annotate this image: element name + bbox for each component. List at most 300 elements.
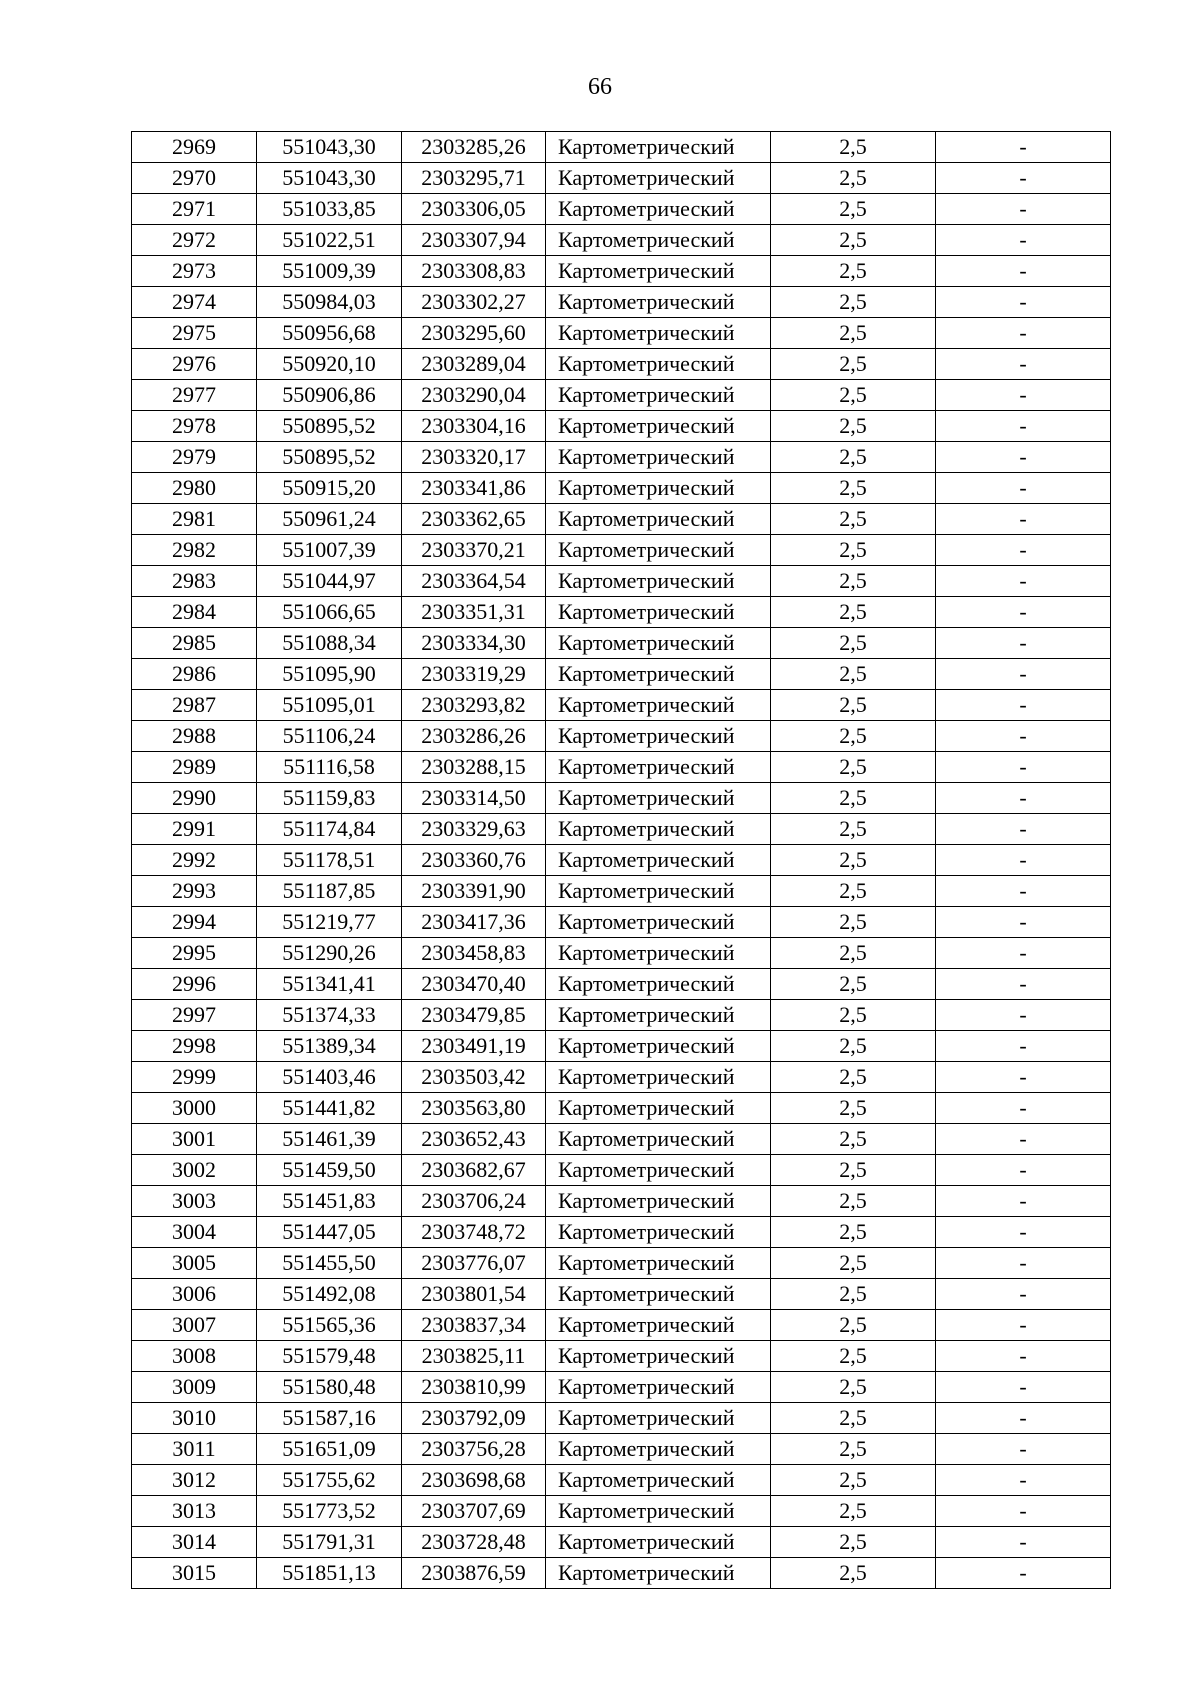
table-row (132, 752, 1111, 783)
method-cell: Картометрический (546, 1372, 771, 1403)
point-number-cell: 2975 (132, 318, 257, 349)
note-cell: - (936, 535, 1111, 566)
method-cell: Картометрический (546, 1558, 771, 1589)
y-coordinate-cell: 2303810,99 (402, 1372, 546, 1403)
note-cell: - (936, 1124, 1111, 1155)
y-coordinate-cell: 2303319,29 (402, 659, 546, 690)
accuracy-cell: 2,5 (771, 411, 936, 442)
note-cell: - (936, 845, 1111, 876)
point-number-cell: 3011 (132, 1434, 257, 1465)
y-coordinate-cell: 2303351,31 (402, 597, 546, 628)
point-number-cell: 2969 (132, 132, 257, 163)
method-cell: Картометрический (546, 566, 771, 597)
point-number-cell: 2979 (132, 442, 257, 473)
method-cell: Картометрический (546, 504, 771, 535)
method-cell: Картометрический (546, 690, 771, 721)
table-row (132, 1155, 1111, 1186)
accuracy-cell: 2,5 (771, 1279, 936, 1310)
point-number-cell: 2982 (132, 535, 257, 566)
x-coordinate-cell: 551579,48 (257, 1341, 402, 1372)
y-coordinate-cell: 2303825,11 (402, 1341, 546, 1372)
method-cell: Картометрический (546, 225, 771, 256)
coordinates-table-body (132, 132, 1111, 1589)
point-number-cell: 2973 (132, 256, 257, 287)
table-row (132, 1372, 1111, 1403)
x-coordinate-cell: 551043,30 (257, 132, 402, 163)
y-coordinate-cell: 2303391,90 (402, 876, 546, 907)
table-row (132, 1217, 1111, 1248)
x-coordinate-cell: 551451,83 (257, 1186, 402, 1217)
x-coordinate-cell: 551461,39 (257, 1124, 402, 1155)
x-coordinate-cell: 551044,97 (257, 566, 402, 597)
accuracy-cell: 2,5 (771, 1372, 936, 1403)
method-cell: Картометрический (546, 1000, 771, 1031)
accuracy-cell: 2,5 (771, 225, 936, 256)
y-coordinate-cell: 2303290,04 (402, 380, 546, 411)
note-cell: - (936, 1093, 1111, 1124)
method-cell: Картометрический (546, 1403, 771, 1434)
method-cell: Картометрический (546, 628, 771, 659)
table-row (132, 1248, 1111, 1279)
accuracy-cell: 2,5 (771, 504, 936, 535)
method-cell: Картометрический (546, 287, 771, 318)
point-number-cell: 3007 (132, 1310, 257, 1341)
y-coordinate-cell: 2303706,24 (402, 1186, 546, 1217)
point-number-cell: 2993 (132, 876, 257, 907)
method-cell: Картометрический (546, 163, 771, 194)
x-coordinate-cell: 551389,34 (257, 1031, 402, 1062)
accuracy-cell: 2,5 (771, 721, 936, 752)
y-coordinate-cell: 2303295,60 (402, 318, 546, 349)
x-coordinate-cell: 551651,09 (257, 1434, 402, 1465)
table-row (132, 1124, 1111, 1155)
x-coordinate-cell: 551159,83 (257, 783, 402, 814)
x-coordinate-cell: 550920,10 (257, 349, 402, 380)
accuracy-cell: 2,5 (771, 938, 936, 969)
point-number-cell: 2971 (132, 194, 257, 225)
x-coordinate-cell: 551290,26 (257, 938, 402, 969)
method-cell: Картометрический (546, 256, 771, 287)
accuracy-cell: 2,5 (771, 1403, 936, 1434)
note-cell: - (936, 1496, 1111, 1527)
note-cell: - (936, 659, 1111, 690)
point-number-cell: 3003 (132, 1186, 257, 1217)
accuracy-cell: 2,5 (771, 659, 936, 690)
note-cell: - (936, 1217, 1111, 1248)
method-cell: Картометрический (546, 318, 771, 349)
x-coordinate-cell: 551791,31 (257, 1527, 402, 1558)
table-row (132, 628, 1111, 659)
y-coordinate-cell: 2303320,17 (402, 442, 546, 473)
method-cell: Картометрический (546, 473, 771, 504)
note-cell: - (936, 163, 1111, 194)
page-number: 66 (588, 74, 612, 100)
table-row (132, 783, 1111, 814)
accuracy-cell: 2,5 (771, 814, 936, 845)
x-coordinate-cell: 551095,01 (257, 690, 402, 721)
note-cell: - (936, 1558, 1111, 1589)
y-coordinate-cell: 2303288,15 (402, 752, 546, 783)
y-coordinate-cell: 2303756,28 (402, 1434, 546, 1465)
x-coordinate-cell: 551374,33 (257, 1000, 402, 1031)
table-row (132, 845, 1111, 876)
point-number-cell: 2976 (132, 349, 257, 380)
note-cell: - (936, 721, 1111, 752)
method-cell: Картометрический (546, 380, 771, 411)
table-row (132, 1341, 1111, 1372)
accuracy-cell: 2,5 (771, 1558, 936, 1589)
y-coordinate-cell: 2303302,27 (402, 287, 546, 318)
accuracy-cell: 2,5 (771, 845, 936, 876)
y-coordinate-cell: 2303876,59 (402, 1558, 546, 1589)
note-cell: - (936, 752, 1111, 783)
accuracy-cell: 2,5 (771, 1527, 936, 1558)
y-coordinate-cell: 2303563,80 (402, 1093, 546, 1124)
y-coordinate-cell: 2303707,69 (402, 1496, 546, 1527)
note-cell: - (936, 1062, 1111, 1093)
table-row (132, 597, 1111, 628)
method-cell: Картометрический (546, 132, 771, 163)
point-number-cell: 3010 (132, 1403, 257, 1434)
method-cell: Картометрический (546, 535, 771, 566)
note-cell: - (936, 814, 1111, 845)
table-row (132, 566, 1111, 597)
y-coordinate-cell: 2303491,19 (402, 1031, 546, 1062)
x-coordinate-cell: 551219,77 (257, 907, 402, 938)
note-cell: - (936, 318, 1111, 349)
table-row (132, 132, 1111, 163)
x-coordinate-cell: 551565,36 (257, 1310, 402, 1341)
point-number-cell: 2995 (132, 938, 257, 969)
accuracy-cell: 2,5 (771, 1124, 936, 1155)
table-row (132, 1000, 1111, 1031)
y-coordinate-cell: 2303307,94 (402, 225, 546, 256)
y-coordinate-cell: 2303370,21 (402, 535, 546, 566)
table-row (132, 194, 1111, 225)
point-number-cell: 3006 (132, 1279, 257, 1310)
note-cell: - (936, 1186, 1111, 1217)
y-coordinate-cell: 2303285,26 (402, 132, 546, 163)
accuracy-cell: 2,5 (771, 1341, 936, 1372)
accuracy-cell: 2,5 (771, 1310, 936, 1341)
method-cell: Картометрический (546, 1093, 771, 1124)
table-row (132, 969, 1111, 1000)
x-coordinate-cell: 550984,03 (257, 287, 402, 318)
table-row (132, 907, 1111, 938)
accuracy-cell: 2,5 (771, 442, 936, 473)
note-cell: - (936, 380, 1111, 411)
y-coordinate-cell: 2303364,54 (402, 566, 546, 597)
point-number-cell: 3012 (132, 1465, 257, 1496)
method-cell: Картометрический (546, 1496, 771, 1527)
method-cell: Картометрический (546, 969, 771, 1000)
note-cell: - (936, 1000, 1111, 1031)
accuracy-cell: 2,5 (771, 783, 936, 814)
coordinates-table (131, 131, 1111, 1589)
method-cell: Картометрический (546, 938, 771, 969)
method-cell: Картометрический (546, 907, 771, 938)
table-row (132, 380, 1111, 411)
x-coordinate-cell: 551773,52 (257, 1496, 402, 1527)
x-coordinate-cell: 551587,16 (257, 1403, 402, 1434)
y-coordinate-cell: 2303417,36 (402, 907, 546, 938)
accuracy-cell: 2,5 (771, 597, 936, 628)
point-number-cell: 2978 (132, 411, 257, 442)
point-number-cell: 3002 (132, 1155, 257, 1186)
table-row (132, 1465, 1111, 1496)
method-cell: Картометрический (546, 1341, 771, 1372)
note-cell: - (936, 1310, 1111, 1341)
accuracy-cell: 2,5 (771, 752, 936, 783)
note-cell: - (936, 1031, 1111, 1062)
point-number-cell: 2977 (132, 380, 257, 411)
table-row (132, 318, 1111, 349)
note-cell: - (936, 504, 1111, 535)
x-coordinate-cell: 551492,08 (257, 1279, 402, 1310)
table-row (132, 349, 1111, 380)
x-coordinate-cell: 551580,48 (257, 1372, 402, 1403)
point-number-cell: 3001 (132, 1124, 257, 1155)
x-coordinate-cell: 550906,86 (257, 380, 402, 411)
table-row (132, 411, 1111, 442)
y-coordinate-cell: 2303308,83 (402, 256, 546, 287)
note-cell: - (936, 442, 1111, 473)
point-number-cell: 2972 (132, 225, 257, 256)
note-cell: - (936, 876, 1111, 907)
x-coordinate-cell: 550956,68 (257, 318, 402, 349)
point-number-cell: 3004 (132, 1217, 257, 1248)
point-number-cell: 3009 (132, 1372, 257, 1403)
y-coordinate-cell: 2303362,65 (402, 504, 546, 535)
x-coordinate-cell: 551022,51 (257, 225, 402, 256)
note-cell: - (936, 225, 1111, 256)
point-number-cell: 2981 (132, 504, 257, 535)
note-cell: - (936, 473, 1111, 504)
point-number-cell: 2994 (132, 907, 257, 938)
table-row (132, 287, 1111, 318)
note-cell: - (936, 1403, 1111, 1434)
method-cell: Картометрический (546, 1279, 771, 1310)
table-row (132, 1062, 1111, 1093)
x-coordinate-cell: 551043,30 (257, 163, 402, 194)
x-coordinate-cell: 550895,52 (257, 442, 402, 473)
x-coordinate-cell: 551459,50 (257, 1155, 402, 1186)
y-coordinate-cell: 2303837,34 (402, 1310, 546, 1341)
note-cell: - (936, 349, 1111, 380)
x-coordinate-cell: 551174,84 (257, 814, 402, 845)
note-cell: - (936, 1341, 1111, 1372)
method-cell: Картометрический (546, 814, 771, 845)
note-cell: - (936, 938, 1111, 969)
y-coordinate-cell: 2303728,48 (402, 1527, 546, 1558)
accuracy-cell: 2,5 (771, 690, 936, 721)
method-cell: Картометрический (546, 845, 771, 876)
point-number-cell: 2992 (132, 845, 257, 876)
table-row (132, 1310, 1111, 1341)
table-row (132, 535, 1111, 566)
note-cell: - (936, 132, 1111, 163)
accuracy-cell: 2,5 (771, 1155, 936, 1186)
point-number-cell: 2996 (132, 969, 257, 1000)
note-cell: - (936, 907, 1111, 938)
table-row (132, 1403, 1111, 1434)
note-cell: - (936, 287, 1111, 318)
accuracy-cell: 2,5 (771, 380, 936, 411)
y-coordinate-cell: 2303698,68 (402, 1465, 546, 1496)
table-row (132, 1093, 1111, 1124)
y-coordinate-cell: 2303314,50 (402, 783, 546, 814)
method-cell: Картометрический (546, 721, 771, 752)
accuracy-cell: 2,5 (771, 535, 936, 566)
table-row (132, 938, 1111, 969)
method-cell: Картометрический (546, 1217, 771, 1248)
point-number-cell: 2986 (132, 659, 257, 690)
method-cell: Картометрический (546, 783, 771, 814)
accuracy-cell: 2,5 (771, 1062, 936, 1093)
point-number-cell: 2989 (132, 752, 257, 783)
table-row (132, 814, 1111, 845)
method-cell: Картометрический (546, 752, 771, 783)
point-number-cell: 3000 (132, 1093, 257, 1124)
note-cell: - (936, 1465, 1111, 1496)
y-coordinate-cell: 2303652,43 (402, 1124, 546, 1155)
note-cell: - (936, 1527, 1111, 1558)
note-cell: - (936, 194, 1111, 225)
note-cell: - (936, 1279, 1111, 1310)
y-coordinate-cell: 2303295,71 (402, 163, 546, 194)
y-coordinate-cell: 2303458,83 (402, 938, 546, 969)
method-cell: Картометрический (546, 1527, 771, 1558)
method-cell: Картометрический (546, 1031, 771, 1062)
note-cell: - (936, 628, 1111, 659)
method-cell: Картометрический (546, 1465, 771, 1496)
y-coordinate-cell: 2303748,72 (402, 1217, 546, 1248)
note-cell: - (936, 1155, 1111, 1186)
point-number-cell: 3005 (132, 1248, 257, 1279)
note-cell: - (936, 1372, 1111, 1403)
x-coordinate-cell: 550915,20 (257, 473, 402, 504)
table-row (132, 163, 1111, 194)
y-coordinate-cell: 2303479,85 (402, 1000, 546, 1031)
accuracy-cell: 2,5 (771, 1248, 936, 1279)
point-number-cell: 3013 (132, 1496, 257, 1527)
table-row (132, 876, 1111, 907)
accuracy-cell: 2,5 (771, 163, 936, 194)
x-coordinate-cell: 551187,85 (257, 876, 402, 907)
point-number-cell: 2983 (132, 566, 257, 597)
accuracy-cell: 2,5 (771, 473, 936, 504)
note-cell: - (936, 1248, 1111, 1279)
method-cell: Картометрический (546, 1248, 771, 1279)
table-row (132, 1434, 1111, 1465)
x-coordinate-cell: 551007,39 (257, 535, 402, 566)
x-coordinate-cell: 551441,82 (257, 1093, 402, 1124)
method-cell: Картометрический (546, 1310, 771, 1341)
accuracy-cell: 2,5 (771, 318, 936, 349)
y-coordinate-cell: 2303792,09 (402, 1403, 546, 1434)
point-number-cell: 2999 (132, 1062, 257, 1093)
point-number-cell: 2980 (132, 473, 257, 504)
table-row (132, 690, 1111, 721)
method-cell: Картометрический (546, 194, 771, 225)
note-cell: - (936, 1434, 1111, 1465)
y-coordinate-cell: 2303286,26 (402, 721, 546, 752)
note-cell: - (936, 969, 1111, 1000)
y-coordinate-cell: 2303341,86 (402, 473, 546, 504)
accuracy-cell: 2,5 (771, 1186, 936, 1217)
accuracy-cell: 2,5 (771, 1434, 936, 1465)
note-cell: - (936, 566, 1111, 597)
x-coordinate-cell: 551447,05 (257, 1217, 402, 1248)
table-row (132, 1558, 1111, 1589)
accuracy-cell: 2,5 (771, 1217, 936, 1248)
accuracy-cell: 2,5 (771, 1496, 936, 1527)
table-row (132, 473, 1111, 504)
point-number-cell: 2990 (132, 783, 257, 814)
y-coordinate-cell: 2303293,82 (402, 690, 546, 721)
x-coordinate-cell: 551009,39 (257, 256, 402, 287)
table-row (132, 1279, 1111, 1310)
accuracy-cell: 2,5 (771, 349, 936, 380)
table-row (132, 721, 1111, 752)
y-coordinate-cell: 2303776,07 (402, 1248, 546, 1279)
y-coordinate-cell: 2303682,67 (402, 1155, 546, 1186)
y-coordinate-cell: 2303801,54 (402, 1279, 546, 1310)
method-cell: Картометрический (546, 1124, 771, 1155)
x-coordinate-cell: 551088,34 (257, 628, 402, 659)
table-row (132, 1031, 1111, 1062)
x-coordinate-cell: 551755,62 (257, 1465, 402, 1496)
x-coordinate-cell: 551341,41 (257, 969, 402, 1000)
y-coordinate-cell: 2303306,05 (402, 194, 546, 225)
accuracy-cell: 2,5 (771, 876, 936, 907)
table-row (132, 659, 1111, 690)
accuracy-cell: 2,5 (771, 1093, 936, 1124)
accuracy-cell: 2,5 (771, 628, 936, 659)
accuracy-cell: 2,5 (771, 194, 936, 225)
method-cell: Картометрический (546, 1062, 771, 1093)
note-cell: - (936, 411, 1111, 442)
accuracy-cell: 2,5 (771, 287, 936, 318)
point-number-cell: 3008 (132, 1341, 257, 1372)
point-number-cell: 2988 (132, 721, 257, 752)
x-coordinate-cell: 551116,58 (257, 752, 402, 783)
x-coordinate-cell: 551178,51 (257, 845, 402, 876)
method-cell: Картометрический (546, 411, 771, 442)
table-row (132, 1496, 1111, 1527)
point-number-cell: 2998 (132, 1031, 257, 1062)
accuracy-cell: 2,5 (771, 907, 936, 938)
y-coordinate-cell: 2303289,04 (402, 349, 546, 380)
y-coordinate-cell: 2303360,76 (402, 845, 546, 876)
point-number-cell: 2985 (132, 628, 257, 659)
table-row (132, 504, 1111, 535)
point-number-cell: 2984 (132, 597, 257, 628)
point-number-cell: 3014 (132, 1527, 257, 1558)
accuracy-cell: 2,5 (771, 566, 936, 597)
x-coordinate-cell: 551455,50 (257, 1248, 402, 1279)
y-coordinate-cell: 2303329,63 (402, 814, 546, 845)
x-coordinate-cell: 551033,85 (257, 194, 402, 225)
method-cell: Картометрический (546, 659, 771, 690)
accuracy-cell: 2,5 (771, 969, 936, 1000)
accuracy-cell: 2,5 (771, 1031, 936, 1062)
point-number-cell: 2974 (132, 287, 257, 318)
point-number-cell: 3015 (132, 1558, 257, 1589)
method-cell: Картометрический (546, 1155, 771, 1186)
note-cell: - (936, 256, 1111, 287)
accuracy-cell: 2,5 (771, 1465, 936, 1496)
